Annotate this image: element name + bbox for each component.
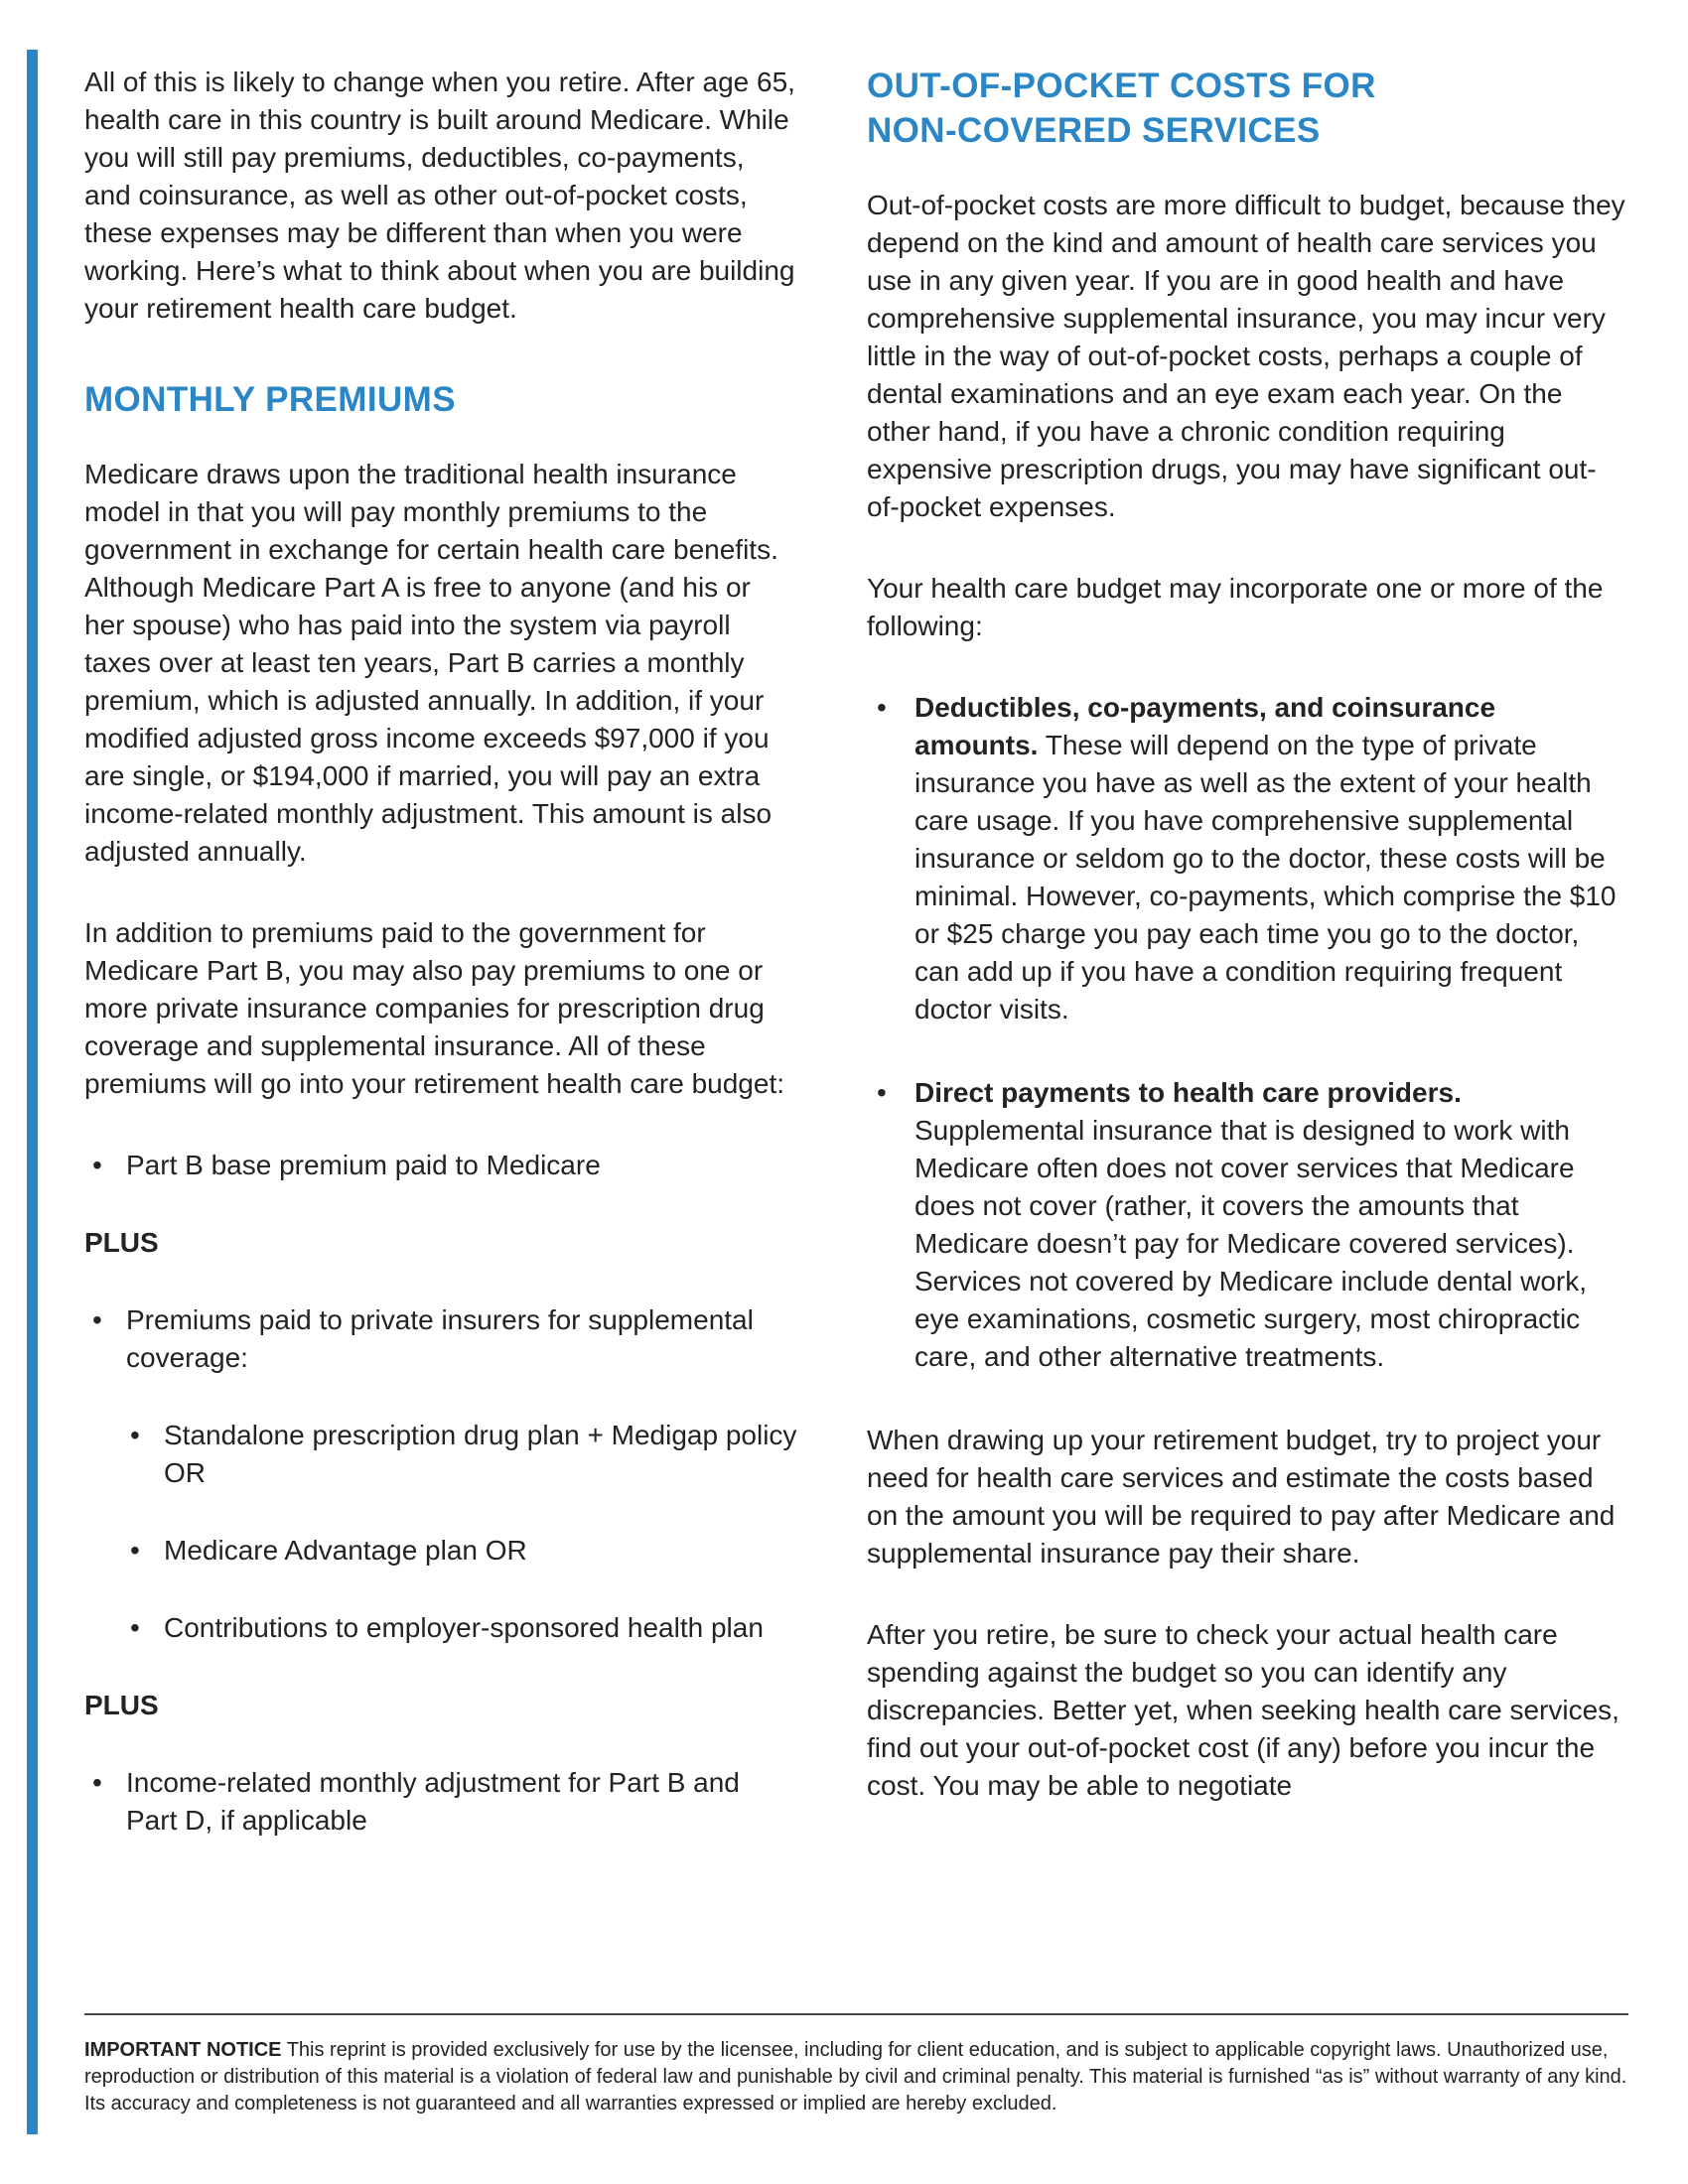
paragraph-budget-projection: When drawing up your retirement budget, try to project your need for health care services and estimate the costs based on the amount you will be required to pay after Medicare and supplemental insurance pay their share. — [867, 1425, 1616, 1569]
list-item-text: Contributions to employer-sponsored health plan — [164, 1612, 764, 1643]
heading-line-2: NON-COVERED SERVICES — [867, 111, 1321, 150]
plus-label-2: PLUS — [84, 1690, 159, 1720]
paragraph-out-of-pocket-2: Your health care budget may incorporate one or more of the following: — [867, 573, 1604, 641]
bullet-marker: • — [130, 1535, 140, 1566]
bullet-marker: • — [877, 692, 887, 723]
sub-list-item-medicare-advantage — [84, 1532, 797, 1570]
bullet-marker: • — [92, 1150, 102, 1180]
important-notice — [84, 2037, 1628, 2117]
bullet-marker: • — [130, 1612, 140, 1643]
list-item-part-b — [84, 1147, 797, 1184]
list-item-body: These will depend on the type of private insurance you have as well as the extent of your health care usage. If you have comprehensive supplemental insurance or seldom go to the doctor, these costs will be minimal. However, co-payments, which comprise the $10 or $25 charge you pay each time you go to the doctor, can add up if you have a condition requiring frequent doctor visits. — [914, 730, 1617, 1024]
paragraph-monthly-premiums-1: Medicare draws upon the traditional health insurance model in that you will pay monthly premiums to the government in exchange for certain health care benefits. Although Medicare Part A is free to anyone (and his or her spouse) who has paid into the system via payroll taxes over at least ten years, Part B carries a monthly premium, which is adjusted annually. In addition, if your modified adjusted gross income exceeds $97,000 if you are single, or $194,000 if married, you will pay an extra income-related monthly adjustment. This amount is also adjusted annually. — [84, 459, 778, 867]
list-item-direct-payments — [867, 1074, 1626, 1376]
bullet-marker: • — [92, 1767, 102, 1798]
list-item-lead: Direct payments to health care providers. — [914, 1077, 1462, 1108]
heading-line-1: OUT-OF-POCKET COSTS FOR — [867, 67, 1376, 105]
paragraph-after-retire: After you retire, be sure to check your actual health care spending against the budget so you can identify any discrepancies. Better yet, when seeking health care services, find out your out-of-pocket cost (if any) before you incur the cost. You may be able to negotiate — [867, 1619, 1619, 1801]
list-item-text: Premiums paid to private insurers for supplemental coverage: — [126, 1304, 754, 1373]
footer — [84, 2013, 1628, 2117]
footer-divider — [84, 2013, 1628, 2015]
intro-paragraph: All of this is likely to change when you retire. After age 65, health care in this country is built around Medicare. While you will still pay premiums, deductibles, co-payments, and coinsurance, as well as other out-of-pocket costs, these expenses may be different than when you were working. Here’s what to think about when you are building your retirement health care budget. — [84, 67, 795, 324]
list-item-text — [867, 689, 1626, 1028]
out-of-pocket-heading — [867, 64, 1626, 153]
list-item-text: Medicare Advantage plan OR — [164, 1535, 527, 1566]
sub-list-item-standalone-plan — [84, 1417, 797, 1492]
list-item-text: Standalone prescription drug plan + Medigap policy OR — [164, 1420, 797, 1488]
list-item-text — [867, 1074, 1626, 1376]
list-item-deductibles — [867, 689, 1626, 1028]
list-item-income-adjustment — [84, 1764, 797, 1840]
sub-list-item-employer-plan — [84, 1609, 797, 1647]
bullet-marker: • — [92, 1304, 102, 1335]
paragraph-out-of-pocket-1: Out-of-pocket costs are more difficult to budget, because they depend on the kind and amount of health care services you use in any given year. If you are in good health and have comprehensive supplemental insurance, you may incur very little in the way of out-of-pocket costs, perhaps a couple of dental examinations and an eye exam each year. On the other hand, if you have a chronic condition requiring expensive prescription drugs, you may have significant out-of-pocket expenses. — [867, 190, 1625, 522]
important-notice-lead: IMPORTANT NOTICE — [84, 2039, 282, 2061]
right-column — [867, 64, 1626, 1879]
list-item-lead: Deductibles, co-payments, and coinsurance amounts. — [914, 692, 1496, 760]
important-notice-body: This reprint is provided exclusively for use by the licensee, including for client education, and is subject to applicable copyright laws. Unauthorized use, reproduction or distribution of this material is a violation of federal law and punishable by civil and criminal penalty. This material is furnished “as is” without warranty of any kind. Its accuracy and completeness is not guaranteed and all warranties expressed or implied are hereby excluded. — [84, 2039, 1627, 2115]
paragraph-monthly-premiums-2: In addition to premiums paid to the government for Medicare Part B, you may also pay premiums to one or more private insurance companies for prescription drug coverage and supplemental insurance. All of these premiums will go into your retirement health care budget: — [84, 917, 785, 1099]
page-content — [84, 64, 1626, 1879]
bullet-marker: • — [130, 1420, 140, 1450]
list-item-text: Income-related monthly adjustment for Part B and Part D, if applicable — [126, 1767, 740, 1836]
monthly-premiums-heading: MONTHLY PREMIUMS — [84, 380, 456, 419]
left-column — [84, 64, 797, 1879]
list-item-private-insurers — [84, 1301, 797, 1377]
accent-bar — [27, 50, 38, 2134]
list-item-text: Part B base premium paid to Medicare — [126, 1150, 601, 1180]
list-item-body: Supplemental insurance that is designed to work with Medicare often does not cover services that Medicare does not cover (rather, it covers the amounts that Medicare doesn’t pay for Medicare covered services). Services not covered by Medicare include dental work, eye examinations, cosmetic surgery, most chiropractic care, and other alternative treatments. — [914, 1115, 1588, 1372]
plus-label-1: PLUS — [84, 1227, 159, 1258]
bullet-marker: • — [877, 1077, 887, 1108]
